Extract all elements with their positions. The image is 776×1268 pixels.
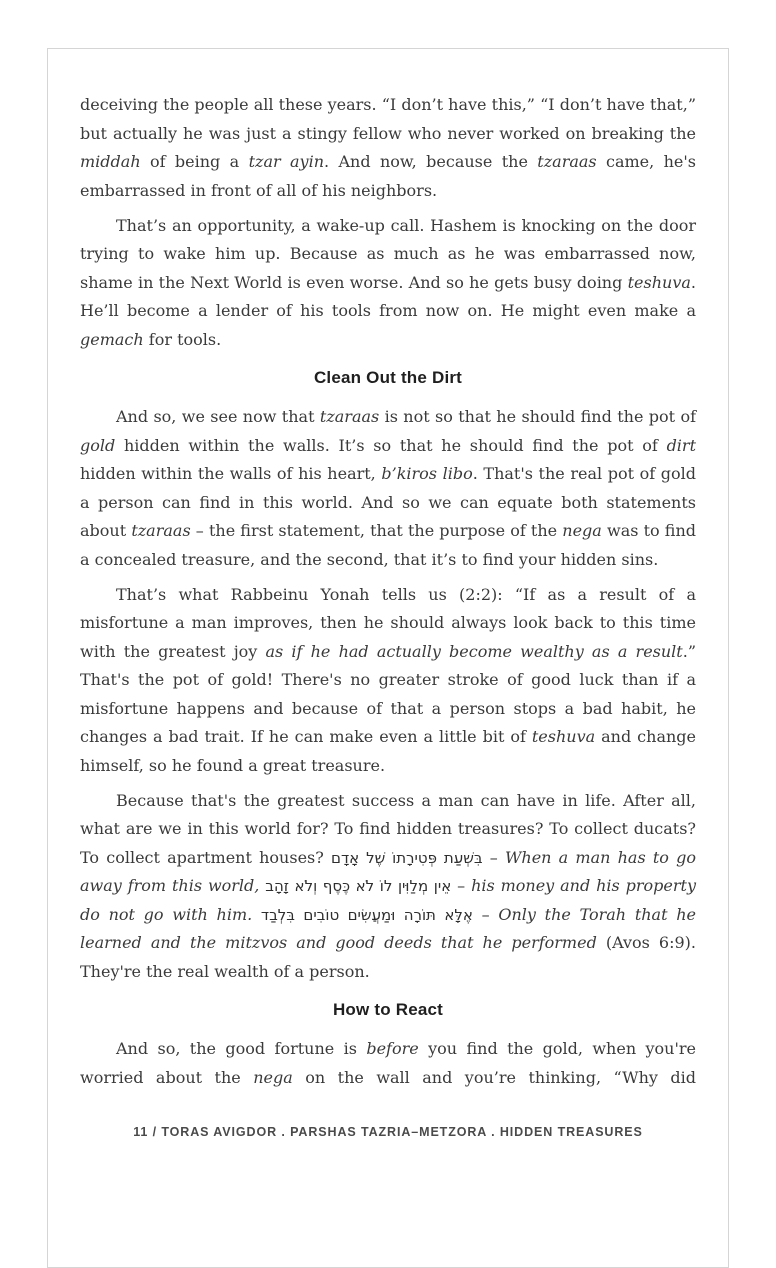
- page-footer: [48, 1125, 728, 1139]
- body-paragraph: deceiving the people all these years. “I don’t have this,” “I don’t have that,” but actually he was just a stingy fellow who never worked on breaking the middah of being a tzar ayin. And now, because the tzaraas came, he's embarrassed in front of all of his neighbors.: [80, 95, 696, 200]
- body-paragraph: That’s what Rabbeinu Yonah tells us (2:2): “If as a result of a misfortune a man improves, then he should always look back to this time with the greatest joy as if he had actually become wealthy as a result.” That's the pot of gold! There's no greater stroke of good luck than if a misfortune happens and because of that a person stops a bad habit, he changes a bad trait. If he can make even a little bit of teshuva and change himself, so he found a great treasure.: [80, 584, 696, 775]
- body-paragraph: And so, we see now that tzaraas is not so that he should find the pot of gold hidden within the walls. It’s so that he should find the pot of dirt hidden within the walls of his heart, b’kiros libo. That's the real pot of gold a person can find in this world. And so we can equate both statements about tzaraas – the first statement, that the purpose of the nega was to find a concealed treasure, and the second, that it’s to find your hidden sins.: [80, 407, 697, 569]
- page-content: [48, 49, 728, 1092]
- section-heading: Clean Out the Dirt: [313, 368, 463, 387]
- body-paragraph: That’s an opportunity, a wake-up call. Hashem is knocking on the door trying to wake him up. Because as much as he was embarrassed now, shame in the Next World is even worse. And so he gets busy doing teshuva. He’ll become a lender of his tools from now on. He might even make a gemach for tools.: [80, 215, 696, 349]
- document-page: [47, 48, 729, 1268]
- section-heading: How to React: [332, 1000, 444, 1019]
- footer-text: 11 / TORAS AVIGDOR . PARSHAS TAZRIA–METZORA . HIDDEN TREASURES: [133, 1125, 643, 1139]
- body-paragraph: Because that's the greatest success a man can have in life. After all, what are we in this world for? To find hidden treasures? To collect ducats? To collect apartment houses? בִּשְׁעַת פְּטִירָתוֹ שֶׁל אָדָם – When a man has to go away from this world, אֵין מְלַוִּין לוֹ לֹא כֶּסֶף וְלֹא זָהָב – his money and his property do not go with him. אֶלָּא תּוֹרָה וּמַעֲשִׂים טוֹבִים בִּלְבַד – Only the Torah that he learned and the mitzvos and good deeds that he performed (Avos 6:9). They're the real wealth of a person.: [80, 790, 697, 981]
- body-paragraph: And so, the good fortune is before you find the gold, when you're worried about the nega on the wall and you’re thinking, “Why did: [80, 1039, 697, 1087]
